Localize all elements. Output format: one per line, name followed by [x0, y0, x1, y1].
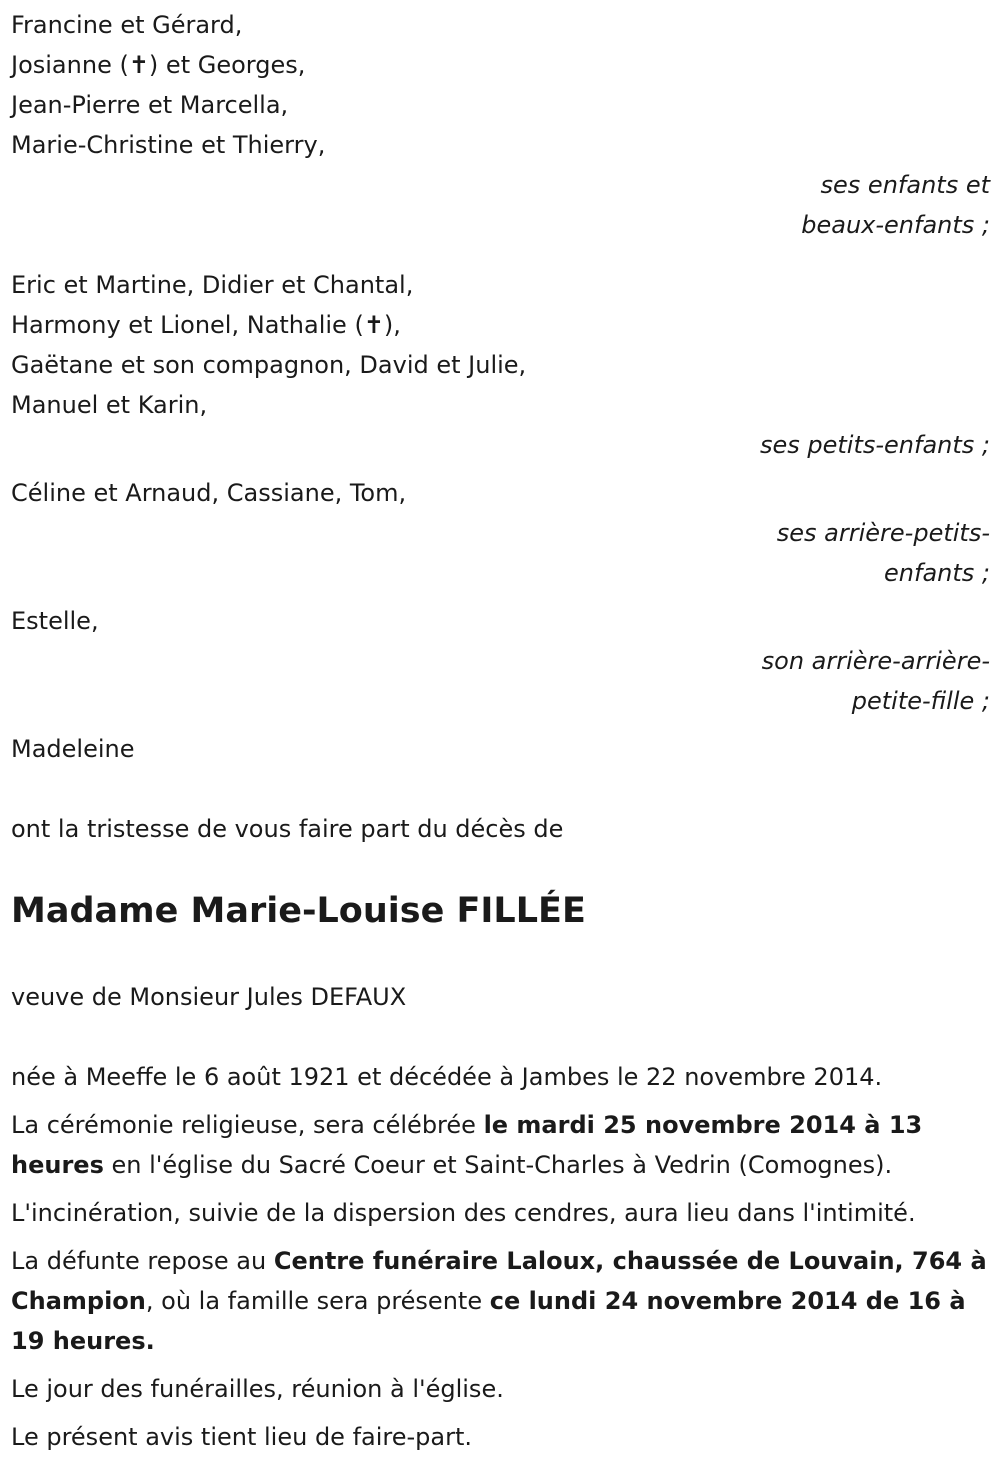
rest-middle: , où la famille sera présente — [145, 1287, 490, 1315]
notice-text: Le présent avis tient lieu de faire-part. — [11, 1423, 473, 1451]
child-couple-4: Marie-Christine et Thierry, — [11, 131, 326, 159]
great-grandchildren-names: Céline et Arnaud, Cassiane, Tom, — [11, 479, 407, 507]
children-role-line-2: beaux-enfants ; — [801, 211, 990, 239]
rest-time: ce lundi 24 novembre 2014 de 16 à 19 heures. — [11, 1287, 966, 1355]
rest-paragraph — [11, 1241, 990, 1361]
deceased-name: Madame Marie-Louise FILLÉE — [11, 891, 586, 931]
ceremony-datetime: le mardi 25 novembre 2014 à 13 heures — [11, 1111, 923, 1179]
great-great-grandchild-role-line-1: son arrière-arrière- — [761, 647, 990, 675]
great-great-grandchild-name: Estelle, — [11, 607, 99, 635]
children-block — [11, 5, 990, 245]
other-relative-name: Madeleine — [11, 735, 135, 763]
child-couple-2: Josianne (✝) et Georges, — [11, 51, 306, 79]
rest-prefix: La défunte repose au — [11, 1247, 274, 1275]
grandchildren-line-2: Harmony et Lionel, Nathalie (✝), — [11, 311, 401, 339]
child-couple-3: Jean-Pierre et Marcella, — [11, 91, 289, 119]
rest-place: Centre funéraire Laloux, chaussée de Louvain, 764 à Champion — [11, 1247, 987, 1315]
widow-of-text: veuve de Monsieur Jules DEFAUX — [11, 983, 407, 1011]
ceremony-paragraph — [11, 1105, 990, 1185]
child-couple-1: Francine et Gérard, — [11, 11, 243, 39]
cremation-paragraph: L'incinération, suivie de la dispersion des cendres, aura lieu dans l'intimité. — [11, 1199, 916, 1227]
children-role-line-1: ses enfants et — [820, 171, 990, 199]
great-grandchildren-role-line-2: enfants ; — [884, 559, 990, 587]
grandchildren-line-3: Gaëtane et son compagnon, David et Julie, — [11, 351, 527, 379]
grandchildren-line-1: Eric et Martine, Didier et Chantal, — [11, 271, 414, 299]
great-grandchildren-role-line-1: ses arrière-petits- — [776, 519, 990, 547]
funeral-meeting-text: Le jour des funérailles, réunion à l'église. — [11, 1375, 504, 1403]
grandchildren-role: ses petits-enfants ; — [759, 431, 990, 459]
grandchildren-line-4: Manuel et Karin, — [11, 391, 208, 419]
ceremony-location: en l'église du Sacré Coeur et Saint-Charles à Vedrin (Comognes). — [103, 1151, 893, 1179]
ceremony-prefix: La cérémonie religieuse, sera célébrée — [11, 1111, 484, 1139]
great-grandchildren-block — [11, 473, 990, 593]
announcement-text: ont la tristesse de vous faire part du décès de — [11, 815, 564, 843]
birth-death-text: née à Meeffe le 6 août 1921 et décédée à Jambes le 22 novembre 2014. — [11, 1063, 883, 1091]
great-great-grandchild-role-line-2: petite-fille ; — [851, 687, 990, 715]
grandchildren-block — [11, 265, 990, 465]
great-great-grandchild-block — [11, 601, 990, 721]
